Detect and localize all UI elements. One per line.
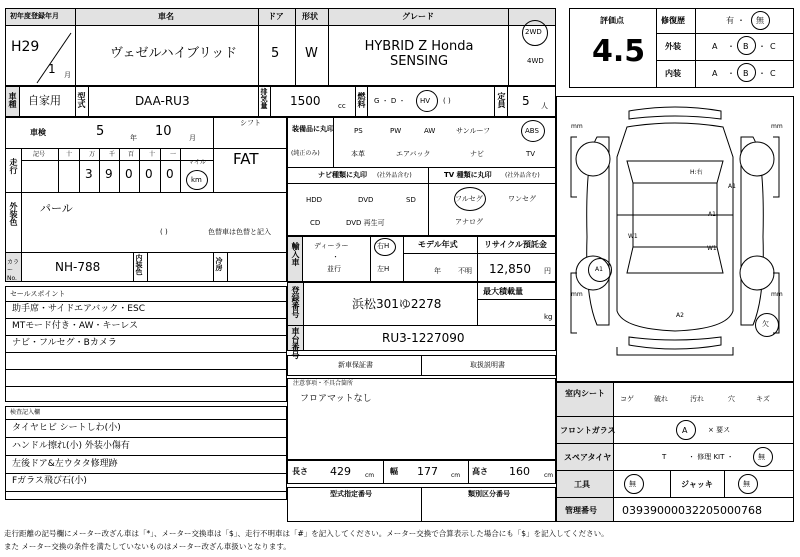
tv-sub: (社外品含む) <box>505 172 540 179</box>
interior-b: B <box>743 69 749 78</box>
inspection-month-unit: 月 <box>189 134 196 142</box>
spare-label: スペアタイヤ <box>564 453 612 462</box>
mileage-digit: 9 <box>105 167 113 181</box>
damage-mark: A2 <box>676 312 684 319</box>
seat-item: キズ <box>756 395 770 403</box>
mileage-digit-header: 万 <box>89 151 96 158</box>
navi-sub: (社外品含む) <box>377 172 412 179</box>
color-paren: ( ) <box>160 228 168 236</box>
jack-label: ジャッキ <box>681 480 713 489</box>
notes-value: フロアマットなし <box>300 394 372 404</box>
repair-no: 無 <box>756 16 764 25</box>
import-label: 輸入車 <box>291 242 300 266</box>
plate-label: 登録番号 <box>291 286 300 318</box>
warranty-new: 新車保証書 <box>338 361 373 369</box>
tv-label: TV 種類に丸印 <box>444 171 492 179</box>
sales-line: ナビ・フルセグ・Bカメラ <box>12 338 117 348</box>
sales-label: セールスポイント <box>10 290 66 298</box>
navi-cd: CD <box>310 219 321 227</box>
navi-dvd-play: DVD 再生可 <box>346 219 385 227</box>
grade-header: グレード <box>402 12 434 21</box>
glass-other: × 要ス <box>708 426 731 434</box>
repair-yes: 有 <box>726 16 734 25</box>
fuel-paren: ( ) <box>443 97 451 105</box>
equip-navi: ナビ <box>470 150 484 158</box>
fuel-selected: HV <box>420 97 431 105</box>
car-name-header: 車名 <box>158 12 174 21</box>
footer-line2: また メーター交換の条件を満たしていないものはメーター改ざん車扱いとなります。 <box>4 542 291 551</box>
auction-sheet: 初年度登録年月 車名 ドア 形状 グレード H29 1 月 ヴェゼルハイブリッド 5 W HYBRID Z Honda SENSING 2WD 4WD 評価点 4.5 修復歴 外装 内装 有 ・ 無 A ・ B ・ C A ・ B ・ C 車種 自家用 型式 DAA-RU3 排気量 1500 cc 燃料 G ・ D ・ HV ( ) 定員 5 人 車検 5 年 10 月 シフト FAT 走行 記号 十 万 千 百 十 一 3 9 0 0 0 マイル km 外装色 パール ( ) 色替車は色替と記入 カラーNo. NH-788 内装色 冷房 装備品に丸印 (純正のみ) PS PW AW サンルーフ ABS 本革 エアバック ナビ TV ナビ種類に丸印 (社外品含む) TV 種類に丸印 (社外品含む) HDD DVD SD CD DVD 再生可 フルセグ ワンセグ アナログ 輸入車 ディーラー ・ 並行 右H 左H モデル年式 年 不明 リサイクル預託金 12,850 円 セールスポイント 助手席・サイドエアバック・ESC MTモード付き・AW・キーレス ナビ・フルセグ・Bカメラ 登録番号 浜松301ゆ2278 最大積載量 kg 車台番号 RU3-1227090 新車保証書 取扱説明書 注意事項・不具合箇所 フロアマットなし 検査記入欄 タイヤヒビ シートしわ(小) ハンドル擦れ(小) 外装小傷有 左後ドア&左ウタタ修理跡 Fガラス飛び石(小) 長さ 429 cm 幅 177 cm 高さ 160 cm 型式指定番号 類別区分番号 室内シート コゲ 破れ 汚れ 穴 キズ フロントガラス A × 要ス スペアタイヤ T ・ 修理 KIT ・ 無 工具 無 ジャッキ 無 管理番号 03939000032205000768 mm mm mm mm H:右 A1 A1 W1 W1 A1 A2 欠 走行距離の記号欄にメーター改ざん車は「*」、メーター交換車は「$」、走行不明車は「#」を記入してください。メーター交換で合算表示した場合にも「$」を記入してください。 また メーター交換の条件を満たしていないものはメーター改ざん車扱いとなります。 <box>0 0 800 557</box>
eval-label: 評価点 <box>600 16 624 25</box>
cap-label: 定員 <box>497 92 506 108</box>
interior-c: C <box>770 69 776 78</box>
first-reg-month: 1 <box>48 62 56 76</box>
damage-mark: 欠 <box>762 320 769 328</box>
import-dot: ・ <box>332 253 339 261</box>
model-label: 型式 <box>77 92 86 108</box>
ac-label: 冷房 <box>215 257 223 271</box>
sales-line: 助手席・サイドエアバック・ESC <box>12 304 145 314</box>
model-year-unit: 年 <box>434 267 441 275</box>
notes-block <box>287 378 556 460</box>
mm-mark: mm <box>771 291 783 298</box>
height-label: 高さ <box>472 467 488 476</box>
inspection-month: 10 <box>155 124 172 139</box>
length-value: 429 <box>330 465 351 478</box>
max-load-unit: kg <box>544 313 553 321</box>
eval-score: 4.5 <box>592 34 646 69</box>
recycle-label: リサイクル預託金 <box>484 240 547 249</box>
interior-label: 内装 <box>665 69 681 78</box>
first-reg-year: H29 <box>11 39 40 55</box>
color-value: パール <box>40 202 73 215</box>
grade-line1: HYBRID Z Honda <box>364 39 474 54</box>
inspect-line: Fガラス飛び石(小) <box>12 476 87 486</box>
glass-selected: A <box>682 426 688 435</box>
repair-label: 修復歴 <box>661 16 685 25</box>
car-name: ヴェゼルハイブリッド <box>110 46 238 61</box>
damage-mark: W1 <box>628 233 638 240</box>
mileage-digit-header: 一 <box>170 151 177 158</box>
mileage-label: 走行 <box>9 158 18 174</box>
vehicle-info-block <box>5 117 287 282</box>
exterior-a: A <box>712 42 718 51</box>
inspection-year: 5 <box>96 124 105 139</box>
length-unit: cm <box>365 472 375 479</box>
exterior-b: B <box>743 42 749 51</box>
import-parallel: 並行 <box>327 265 341 273</box>
interior-color-label: 内装色 <box>135 254 143 275</box>
shift-value: FAT <box>233 150 259 168</box>
model-year-unknown: 不明 <box>458 267 472 275</box>
width-value: 177 <box>417 465 438 478</box>
recycle-unit: 円 <box>544 267 551 275</box>
mileage-digit-header: 百 <box>128 151 135 158</box>
drive-other: 4WD <box>527 57 544 65</box>
glass-label: フロントガラス <box>560 426 616 435</box>
navi-label: ナビ種類に丸印 <box>318 171 367 179</box>
damage-mark: A1 <box>708 211 716 218</box>
tv-oneseg: ワンセグ <box>508 195 536 203</box>
color-no-value: NH-788 <box>55 260 101 274</box>
navi-hdd: HDD <box>306 196 323 204</box>
mileage-digit: 0 <box>166 167 174 181</box>
height-value: 160 <box>509 465 530 478</box>
length-label: 長さ <box>292 467 308 476</box>
shape-header: 形状 <box>302 12 318 21</box>
seat-label: 室内シート <box>565 389 605 398</box>
damage-mark: A1 <box>728 183 736 190</box>
navi-dvd: DVD <box>358 196 374 204</box>
spare-t: T <box>662 453 667 461</box>
spare-repair: ・ 修理 KIT ・ <box>688 453 734 461</box>
damage-mark: W1 <box>707 245 717 252</box>
inspection-label: 車検 <box>30 128 46 137</box>
equip-sunroof: サンルーフ <box>456 127 491 135</box>
footer-line1: 走行距離の記号欄にメーター改ざん車は「*」、メーター交換車は「$」、走行不明車は「#」を記入してください。メーター交換で合算表示した場合にも「$」を記入してください。 <box>4 529 609 538</box>
drive-selected: 2WD <box>525 28 542 36</box>
equip-pw: PW <box>390 127 402 135</box>
tools-value: 無 <box>629 480 636 488</box>
disp-unit: cc <box>338 102 346 110</box>
mileage-digit: 0 <box>125 167 133 181</box>
usage-value: 自家用 <box>28 94 61 107</box>
seat-item: 破れ <box>654 395 668 403</box>
color-label: 外装色 <box>9 202 18 226</box>
grade-line2: SENSING <box>389 54 449 69</box>
height-unit: cm <box>544 472 554 479</box>
fuel-label: 燃料 <box>357 92 366 108</box>
shift-label: シフト <box>240 119 261 127</box>
chassis-value: RU3-1227090 <box>382 331 465 345</box>
fuel-options: G ・ D ・ <box>374 97 406 105</box>
notes-label: 注意事項・不具合箇所 <box>293 380 354 387</box>
equip-label: 装備品に丸印 <box>292 125 334 133</box>
first-reg-month-unit: 月 <box>64 71 71 79</box>
equip-ps: PS <box>354 127 363 135</box>
color-no-label: カラーNo. <box>7 259 20 282</box>
inspect-line: ハンドル擦れ(小) 外装小傷有 <box>12 441 130 451</box>
jack-value: 無 <box>743 480 750 488</box>
inspection-year-unit: 年 <box>130 134 137 142</box>
seat-item: コゲ <box>620 395 634 403</box>
tv-fullseg: フルセグ <box>455 195 483 203</box>
import-right: 右H <box>377 242 390 250</box>
mileage-code-label: 記号 <box>33 151 46 158</box>
inspect-line: タイヤヒビ シートしわ(小) <box>12 423 121 433</box>
first-reg-header: 初年度登録年月 <box>10 12 59 20</box>
width-unit: cm <box>451 472 461 479</box>
mileage-digit: 3 <box>85 167 93 181</box>
width-label: 幅 <box>390 467 398 476</box>
mileage-digit-header: 十 <box>149 151 156 158</box>
equip-aw: AW <box>424 127 436 135</box>
mm-mark: mm <box>571 291 583 298</box>
inspect-line: 左後ドア&左ウタタ修理跡 <box>12 459 118 469</box>
tv-analog: アナログ <box>455 218 483 226</box>
mileage-digit: 0 <box>145 167 153 181</box>
mgmt-label: 管理番号 <box>565 506 597 515</box>
equip-abs: ABS <box>525 127 539 135</box>
exterior-label: 外装 <box>665 42 681 51</box>
tools-label: 工具 <box>574 480 590 489</box>
shape-value: W <box>305 46 318 61</box>
warranty-manual: 取扱説明書 <box>470 361 505 369</box>
model-value: DAA-RU3 <box>135 94 190 108</box>
mileage-unit: km <box>191 176 202 184</box>
seat-item: 穴 <box>728 395 735 403</box>
import-left: 左H <box>377 265 390 273</box>
equip-airbag: エアバック <box>396 150 431 158</box>
inspect-label: 検査記入欄 <box>10 409 41 416</box>
equip-tv: TV <box>526 150 536 158</box>
max-load-label: 最大積載量 <box>483 287 523 296</box>
damage-mark: H:右 <box>690 169 703 176</box>
mm-mark: mm <box>571 123 583 130</box>
sales-line: MTモード付き・AW・キーレス <box>12 321 139 331</box>
mileage-digit-header: 千 <box>109 151 116 158</box>
navi-sd: SD <box>406 196 416 204</box>
usage-label: 車種 <box>8 92 17 108</box>
plate-value: 浜松301ゆ2278 <box>352 297 442 311</box>
model-year-label: モデル年式 <box>418 240 458 249</box>
mileage-digit-header: 十 <box>66 151 73 158</box>
exterior-c: C <box>770 42 776 51</box>
mm-mark: mm <box>771 123 783 130</box>
damage-mark: A1 <box>595 266 603 273</box>
seat-item: 汚れ <box>690 395 704 403</box>
category-no-label: 類別区分番号 <box>468 490 510 498</box>
equip-leather: 本革 <box>351 150 365 158</box>
car-diagram <box>557 97 793 381</box>
recycle-value: 12,850 <box>489 262 531 276</box>
color-note: 色替車は色替と記入 <box>208 228 271 236</box>
door-header: ドア <box>268 12 284 21</box>
disp-label: 排気量 <box>260 88 268 109</box>
type-no-label: 型式指定番号 <box>330 490 372 498</box>
interior-a: A <box>712 69 718 78</box>
equip-sub: (純正のみ) <box>291 150 320 157</box>
disp-value: 1500 <box>290 94 321 108</box>
mile-label: マイル <box>188 159 206 166</box>
cap-value: 5 <box>522 94 530 108</box>
cap-unit: 人 <box>541 102 548 110</box>
chassis-label: 車台番号 <box>291 327 300 359</box>
import-dealer: ディーラー <box>314 242 349 250</box>
spare-selected: 無 <box>758 453 765 461</box>
mgmt-value: 03939000032205000768 <box>622 504 762 517</box>
doors-value: 5 <box>271 46 280 61</box>
